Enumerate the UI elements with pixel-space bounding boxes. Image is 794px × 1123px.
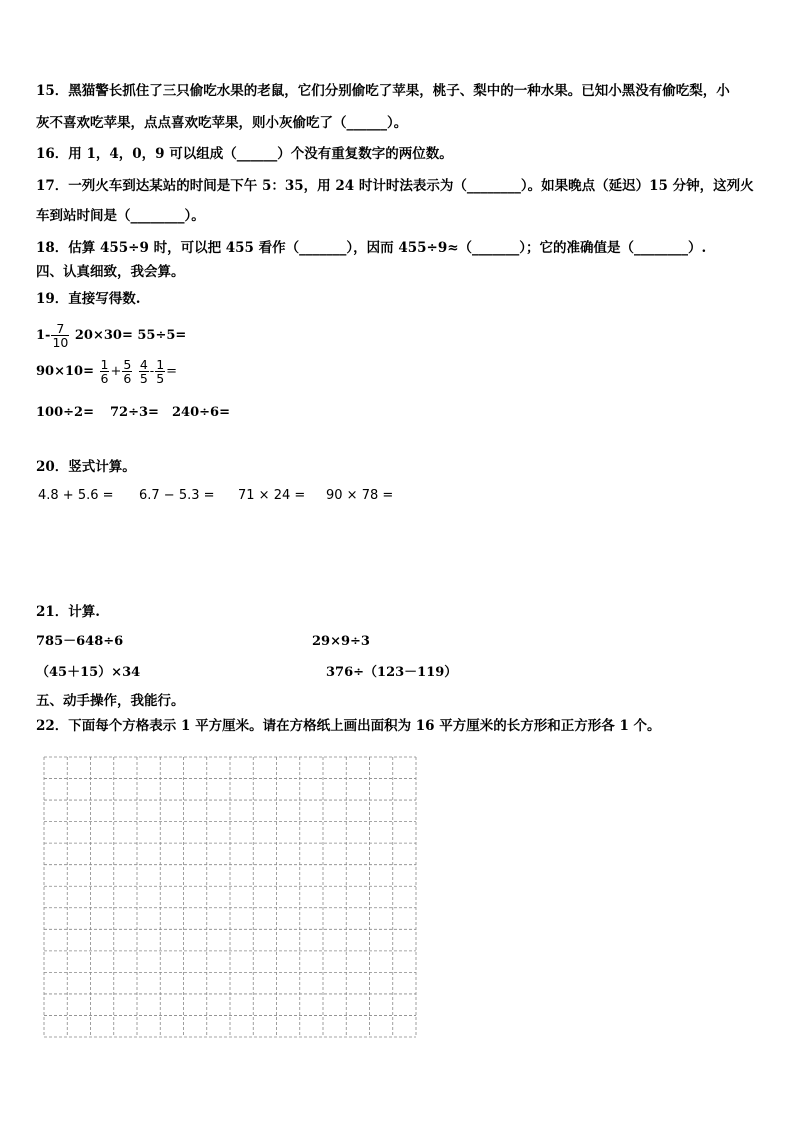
operator: -	[149, 364, 155, 379]
calc-prefix: 1-	[36, 328, 51, 343]
fraction-numerator: 7	[56, 321, 65, 336]
direct-calc-item: 72÷3=	[110, 405, 159, 420]
fraction-denominator: 6	[123, 371, 132, 386]
compute-item: 785－648÷6	[36, 634, 124, 649]
square-grid-paper[interactable]	[43, 756, 417, 1038]
fraction	[155, 358, 165, 385]
vertical-calc-item: 90 × 78 =	[326, 488, 394, 503]
vertical-calc-item: 4.8 + 5.6 =	[38, 488, 114, 503]
direct-calc-item: 100÷2=	[36, 405, 94, 420]
operator: +	[110, 364, 122, 379]
calc-prefix: 90×10=	[36, 364, 99, 379]
fraction	[100, 358, 110, 385]
fraction-numerator: 4	[139, 357, 148, 372]
question-18: 18．估算 455÷9 时，可以把 455 看作（_______），因而 455÷9≈（_______）；它的准确值是（________）.	[36, 240, 707, 256]
fraction-denominator: 5	[156, 371, 165, 386]
direct-calc-row-1	[36, 322, 186, 349]
fraction-numerator: 1	[100, 357, 109, 372]
question-17-line-1: 17．一列火车到达某站的时间是下午 5：35，用 24 时计时法表示为（________）。如果晚点（延迟）15 分钟，这列火	[36, 178, 754, 194]
compute-item: 29×9÷3	[312, 634, 370, 649]
gap	[133, 364, 138, 379]
question-21: 21．计算.	[36, 604, 100, 620]
question-19: 19．直接写得数.	[36, 291, 141, 307]
fraction-numerator: 5	[123, 357, 132, 372]
fraction	[139, 358, 149, 385]
fraction	[51, 322, 69, 349]
calc-rest: 20×30= 55÷5=	[70, 328, 187, 343]
fraction-denominator: 10	[52, 335, 69, 350]
question-16: 16．用 1，4，0，9 可以组成（______）个没有重复数字的两位数。	[36, 146, 453, 162]
vertical-calc-item: 6.7 − 5.3 =	[139, 488, 215, 503]
question-17-line-2: 车到站时间是（________）。	[36, 208, 205, 224]
fraction-numerator: 1	[156, 357, 165, 372]
equals: =	[166, 364, 178, 379]
fraction	[122, 358, 132, 385]
section-4-heading: 四、认真细致，我会算。	[36, 264, 185, 280]
question-22: 22．下面每个方格表示 1 平方厘米。请在方格纸上画出面积为 16 平方厘米的长方形和正方形各 1 个。	[36, 718, 661, 734]
question-20: 20．竖式计算。	[36, 459, 136, 475]
direct-calc-row-2	[36, 358, 177, 385]
vertical-calc-item: 71 × 24 =	[238, 488, 306, 503]
compute-item: （45＋15）×34	[36, 665, 141, 680]
fraction-denominator: 5	[139, 371, 148, 386]
question-15-line-2: 灰不喜欢吃苹果，点点喜欢吃苹果，则小灰偷吃了（______）。	[36, 115, 408, 131]
fraction-denominator: 6	[100, 371, 109, 386]
direct-calc-item: 240÷6=	[172, 405, 230, 420]
question-15-line-1: 15．黑猫警长抓住了三只偷吃水果的老鼠，它们分别偷吃了苹果，桃子、梨中的一种水果。已知小黑没有偷吃梨，小	[36, 83, 730, 99]
compute-item: 376÷（123－119）	[326, 665, 458, 680]
section-5-heading: 五、动手操作，我能行。	[36, 693, 185, 709]
